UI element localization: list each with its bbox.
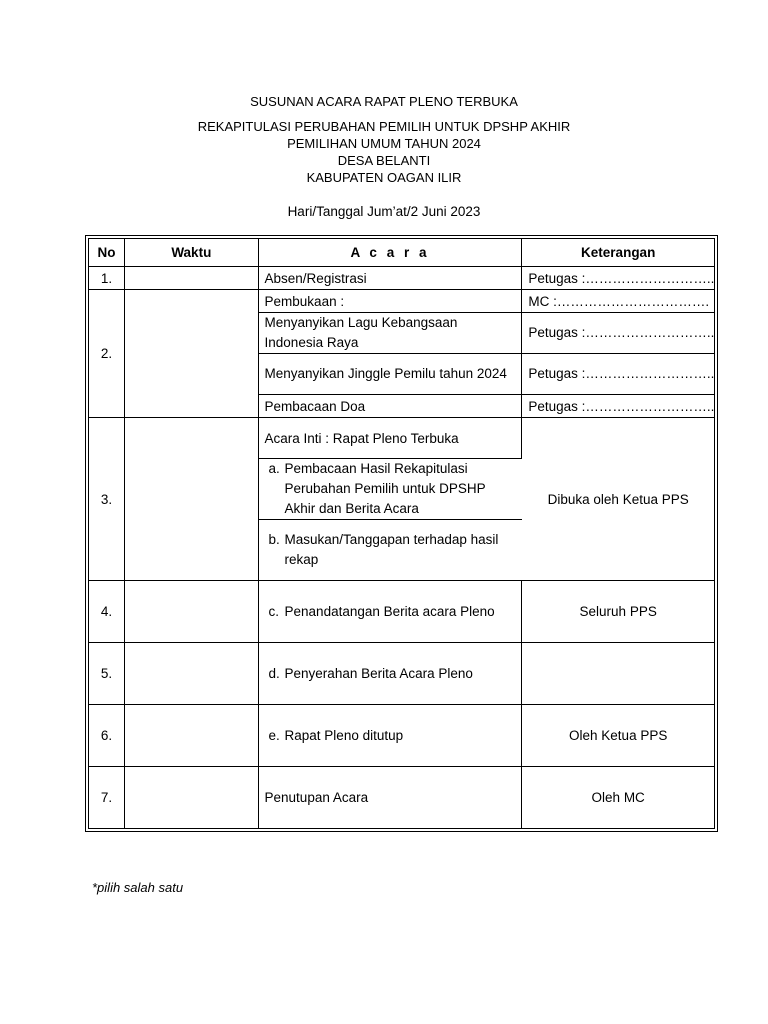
header-waktu: Waktu xyxy=(125,239,258,267)
table-row xyxy=(89,767,714,828)
table-row xyxy=(89,418,714,459)
row-acara: Menyanyikan Lagu Kebangsaan Indonesia Raya xyxy=(259,313,523,354)
row-acara xyxy=(259,581,523,643)
row-acara: Pembukaan : xyxy=(259,290,523,313)
sub-item xyxy=(265,604,516,619)
sub-item-label: d. xyxy=(268,666,280,681)
footnote: *pilih salah satu xyxy=(92,880,184,895)
subtitle-line-2: PEMILIHAN UMUM TAHUN 2024 xyxy=(287,136,481,151)
subtitle-line-1: REKAPITULASI PERUBAHAN PEMILIH UNTUK DPSHP AKHIR xyxy=(197,119,571,134)
sub-item xyxy=(265,459,517,519)
sub-item-label: e. xyxy=(268,728,280,743)
table-row xyxy=(89,290,714,313)
row-no: 7. xyxy=(89,767,125,828)
document-subtitle xyxy=(0,118,768,186)
row-acara: Pembacaan Doa xyxy=(259,395,523,418)
table-header-row xyxy=(89,239,714,267)
subtitle-line-3: DESA BELANTI xyxy=(337,153,431,168)
sub-item xyxy=(265,666,516,681)
row-acara xyxy=(259,459,523,520)
row-no: 3. xyxy=(89,418,125,581)
table-row xyxy=(89,581,714,643)
row-keterangan: Dibuka oleh Ketua PPS xyxy=(522,418,714,581)
row-waktu xyxy=(125,581,258,643)
row-waktu xyxy=(125,267,258,290)
row-keterangan: Seluruh PPS xyxy=(522,581,714,643)
header-acara: A c a r a xyxy=(259,239,523,267)
sub-item xyxy=(265,728,516,743)
row-no: 4. xyxy=(89,581,125,643)
row-keterangan: Petugas :……………………….. xyxy=(522,313,714,354)
sub-item-text: Penandatangan Berita acara Pleno xyxy=(284,604,495,619)
table-row xyxy=(89,643,714,705)
row-acara: Acara Inti : Rapat Pleno Terbuka xyxy=(259,418,523,459)
sub-item-text: Rapat Pleno ditutup xyxy=(284,728,404,743)
document-title xyxy=(0,93,768,110)
row-acara: Penutupan Acara xyxy=(259,767,523,828)
row-no: 6. xyxy=(89,705,125,767)
row-no: 1. xyxy=(89,267,125,290)
row-keterangan: Petugas :……………………….. xyxy=(522,354,714,395)
sub-item-text: Masukan/Tanggapan terhadap hasil rekap xyxy=(284,532,499,567)
row-no: 2. xyxy=(89,290,125,418)
row-keterangan: Petugas :……………………….. xyxy=(522,395,714,418)
sub-item xyxy=(265,530,517,570)
row-acara: Absen/Registrasi xyxy=(259,267,523,290)
title-line: SUSUNAN ACARA RAPAT PLENO TERBUKA xyxy=(250,94,518,109)
date-line: Hari/Tanggal Jum’at/2 Juni 2023 xyxy=(287,204,481,219)
row-acara xyxy=(259,520,523,581)
table-row xyxy=(89,705,714,767)
agenda-table xyxy=(88,238,715,829)
row-acara xyxy=(259,705,523,767)
row-waktu xyxy=(125,290,258,418)
row-keterangan: Oleh MC xyxy=(522,767,714,828)
row-keterangan: MC :……………………………. xyxy=(522,290,714,313)
row-acara: Menyanyikan Jinggle Pemilu tahun 2024 xyxy=(259,354,523,395)
row-acara xyxy=(259,643,523,705)
subtitle-line-4: KABUPATEN OAGAN ILIR xyxy=(306,170,462,185)
header-keterangan: Keterangan xyxy=(522,239,714,267)
table-row xyxy=(89,267,714,290)
row-waktu xyxy=(125,643,258,705)
row-waktu xyxy=(125,705,258,767)
row-no: 5. xyxy=(89,643,125,705)
sub-item-text: Penyerahan Berita Acara Pleno xyxy=(284,666,473,681)
row-waktu xyxy=(125,418,258,581)
sub-item-label: b. xyxy=(268,532,280,547)
agenda-table-wrapper xyxy=(88,238,715,829)
sub-item-text: Pembacaan Hasil Rekapitulasi Perubahan Pemilih untuk DPSHP Akhir dan Berita Acara xyxy=(284,461,486,516)
header-no: No xyxy=(89,239,125,267)
row-keterangan xyxy=(522,643,714,705)
sub-item-label: c. xyxy=(268,604,280,619)
row-keterangan: Oleh Ketua PPS xyxy=(522,705,714,767)
row-waktu xyxy=(125,767,258,828)
sub-item-label: a. xyxy=(268,461,280,476)
row-keterangan: Petugas :……………………….. xyxy=(522,267,714,290)
